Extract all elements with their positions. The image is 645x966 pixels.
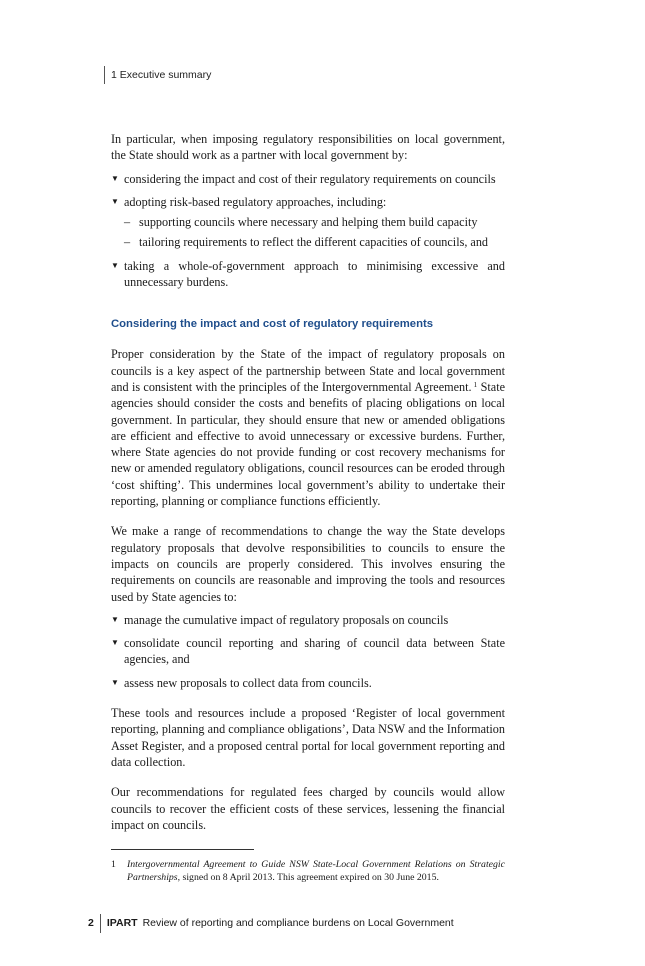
bullet-text: consolidate council reporting and sharing of council data between State agencies, and xyxy=(124,636,505,667)
footnote-divider xyxy=(111,849,254,850)
intro-bullet-list-continued xyxy=(111,258,505,291)
bullet-text: considering the impact and cost of their regulatory requirements on councils xyxy=(124,171,496,186)
bullet-text: manage the cumulative impact of regulatory proposals on councils xyxy=(124,612,449,627)
intro-paragraph: In particular, when imposing regulatory responsibilities on local government, the State should work as a partner with local government by: xyxy=(111,132,505,163)
bullet-icon: ▼ xyxy=(111,173,119,183)
section-paragraph-1 xyxy=(111,346,505,509)
section-paragraph-4: Our recommendations for regulated fees charged by councils would allow councils to recover the efficient costs of these services, lessening the financial impact on councils. xyxy=(111,785,505,832)
list-item xyxy=(111,171,505,187)
bullet-icon: ▼ xyxy=(111,196,119,206)
paragraph-text: State agencies should consider the costs and benefits of placing obligations on local government. In particular, they should ensure that new or amended obligations are efficient and effective to avoid unnecessary or excessive burdens. Further, where State agencies do not provide funding or cost recovery mechanisms for new or amended regulatory obligations, council resources can be eroded through ‘cost shifting’. This undermines local government’s ability to undertake their reporting, planning or compliance functions efficiently. xyxy=(111,379,505,509)
footnote-rest: signed on 8 April 2013. This agreement expired on 30 June 2015. xyxy=(180,872,439,883)
list-item xyxy=(111,234,505,250)
bullet-text: adopting risk-based regulatory approaches, including: xyxy=(124,194,387,209)
tools-bullet-list xyxy=(111,612,505,691)
list-item xyxy=(111,635,505,668)
bullet-text: assess new proposals to collect data from councils. xyxy=(124,675,372,690)
sub-bullet-text: supporting councils where necessary and helping them build capacity xyxy=(139,215,478,230)
footer-org: IPART xyxy=(106,917,138,929)
intro-bullet-list xyxy=(111,171,505,211)
footer-divider xyxy=(100,914,101,933)
section-label: 1 Executive summary xyxy=(111,69,212,81)
bullet-icon: ▼ xyxy=(111,614,119,624)
sub-bullet-list xyxy=(111,214,505,251)
list-item xyxy=(111,194,505,210)
running-header xyxy=(104,66,211,84)
bullet-icon: ▼ xyxy=(111,677,119,687)
section-paragraph-3: These tools and resources include a proposed ‘Register of local government reporting, planning and compliance obligations’, Data NSW and the Information Asset Register, and a proposed central portal for local government reporting and data collection. xyxy=(111,706,505,769)
section-heading: Considering the impact and cost of regulatory requirements xyxy=(111,318,434,331)
footnote-number: 1 xyxy=(111,859,116,870)
running-footer xyxy=(88,914,454,933)
list-item xyxy=(111,258,505,291)
bullet-icon: ▼ xyxy=(111,260,119,270)
list-item xyxy=(111,612,505,628)
page-body xyxy=(111,131,505,833)
footnote xyxy=(111,858,505,884)
footnote-reference[interactable]: 1 xyxy=(473,379,478,389)
list-item xyxy=(111,214,505,230)
page-number: 2 xyxy=(88,917,94,929)
footer-title: Review of reporting and compliance burdens on Local Government xyxy=(142,917,454,929)
paragraph-text: Proper consideration by the State of the impact of regulatory proposals on councils is a key aspect of the partnership between State and local government and is consistent with the principles of the Intergovernmental Agreement. xyxy=(111,347,505,394)
sub-bullet-text: tailoring requirements to reflect the different capacities of councils, and xyxy=(139,235,489,250)
bullet-text: taking a whole-of-government approach to minimising excessive and unnecessary burdens. xyxy=(124,258,505,290)
list-item xyxy=(111,675,505,691)
dash-icon: – xyxy=(124,215,131,230)
bullet-icon: ▼ xyxy=(111,638,119,648)
dash-icon: – xyxy=(124,235,131,250)
section-paragraph-2: We make a range of recommendations to change the way the State develops regulatory proposals that devolve responsibilities to councils to ensure the impacts on councils are properly considered. This involves ensuring the requirements on councils are reasonable and improving the tools and resources used by State agencies to: xyxy=(111,524,505,604)
footnote-text xyxy=(111,858,505,884)
footnote-title: Intergovernmental Agreement to Guide NSW State-Local Government Relations on Strategic Partnerships, xyxy=(127,859,505,883)
